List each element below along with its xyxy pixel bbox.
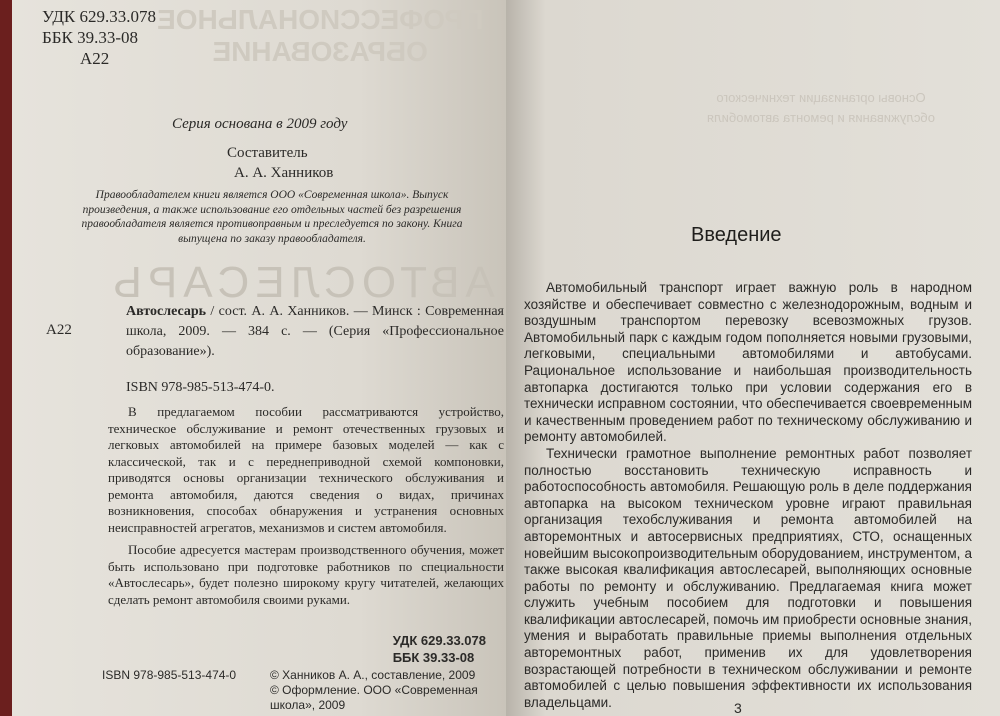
copyright-block	[270, 668, 500, 713]
bbk-code: ББК 39.33-08	[42, 28, 139, 47]
left-page	[12, 0, 506, 716]
chapter-heading: Введение	[691, 224, 782, 246]
udk-code: УДК 629.33.078	[42, 7, 157, 26]
classification-codes-bottom	[393, 632, 486, 666]
rights-notice: Правообладателем книги является ООО «Современная школа». Выпуск произведения, а также использование его отдельных частей без разрешения правообладателя является противоправным и преследуется по закону. Книга выпущена по заказу правообладателя.	[81, 189, 463, 245]
introduction-paragraph: Технически грамотное выполнение ремонтных работ позволяет полностью восстановить техническую исправность и работоспособность автомобиля. Решающую роль в деле поддержания автопарка на высоком техническом уровне играют правильная организация техобслуживания и ремонта автомобилей на авторемонтных и автосервисных предприятиях, СТО, оснащенных новейшим высокопроизводительным оборудованием, инструментом, а также высокая квалификация автослесарей, выполняющих основные работы по ремонту и обслуживанию. Предлагаемая книга может служить учебным пособием для подготовки и повышения квалификации автослесарей, помочь им приобрести основные знания, умения и выработать правильные приемы выполнения отдельных авторемонтных работ, применив их для удовлетворения возрастающей потребности в техническом обслуживании и ремонте автомобилей с целью повышения эффективности их использования владельцами.	[524, 445, 972, 710]
bleed-through-book-title: АВТОСЛЕСАРЬ	[107, 258, 495, 307]
compiler-label: Составитель	[227, 145, 308, 161]
isbn-record: ISBN 978-985-513-474-0.	[126, 380, 275, 395]
series-note: Серия основана в 2009 году	[172, 116, 348, 132]
annotation	[108, 404, 504, 608]
author-mark-bibliographic: А22	[46, 322, 72, 338]
bibliographic-record	[126, 302, 504, 362]
classification-codes-top	[42, 6, 156, 69]
annotation-paragraph: В предлагаемом пособии рассматриваются устройство, техническое обслуживание и ремонт отечественных грузовых и легковых автомобилей на примере базовых моделей — как с классической, так и с переднеприводной схемой компоновки, приводятся основы организации технического обслуживания и ремонта автомобиля, даются сведения о видах, причинах возникновения, способах обнаружения и устранения основных неисправностей агрегатов, механизмов и систем автомобиля.	[108, 404, 504, 535]
bleed-through-text: Основы организации технического обслуживания и ремонта автомобиля	[706, 90, 936, 125]
introduction-paragraph: Автомобильный транспорт играет важную роль в народном хозяйстве и обеспечивает совместно с железнодорожным, водным и воздушным транспортом перевозку всевозможных грузов. Автомобильный парк с каждым годом пополняется новыми грузовыми, легковыми, специальными автомобилями и автобусами. Рациональное использование и наибольшая производительность автопарка достигаются только при условии содержания его в технически исправном состоянии, что обеспечивается своевременным и качественным проведением работ по техническому обслуживанию и ремонту автомобилей.	[524, 280, 972, 445]
copyright-line: © Ханников А. А., составление, 2009	[270, 668, 476, 682]
annotation-paragraph: Пособие адресуется мастерам производственного обучения, может быть использовано при подготовке работников по специальности «Автослесарь», будет полезно широкому кругу читателей, желающих сделать ремонт автомобиля своими руками.	[108, 542, 504, 607]
bleed-through-series-title: ПРОФЕССИОНАЛЬНОЕ ОБРАЗОВАНИЕ	[157, 4, 484, 67]
isbn-bottom: ISBN 978-985-513-474-0	[102, 668, 237, 682]
page-number: 3	[734, 700, 742, 716]
author-mark: А22	[80, 49, 110, 68]
udk-code: УДК 629.33.078	[392, 633, 486, 648]
book-title: Автослесарь	[126, 304, 207, 319]
right-page	[506, 0, 1000, 716]
bibliographic-details: / сост. А. А. Ханников. — Минск : Современная школа, 2009. — 384 с. — (Серия «Профессиональное образование»).	[126, 304, 504, 359]
bbk-code: ББК 39.33-08	[392, 650, 475, 665]
copyright-line: © Оформление. ООО «Современная школа», 2009	[270, 683, 478, 712]
compiler-name: А. А. Ханников	[234, 165, 334, 181]
introduction-text	[524, 280, 972, 711]
